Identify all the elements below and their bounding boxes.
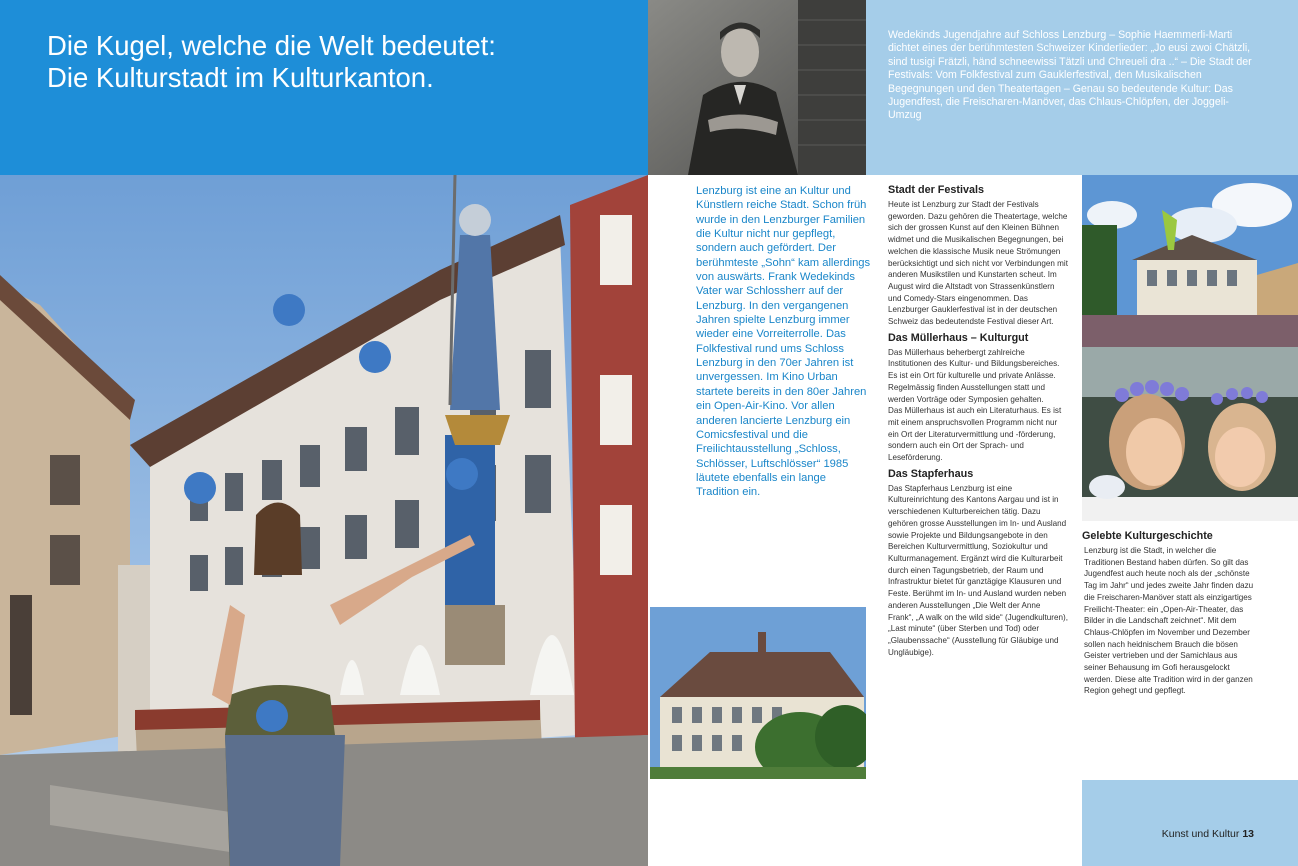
stapferhaus-building-photo [650, 607, 866, 779]
section-heading-festivals: Stadt der Festivals [888, 184, 985, 196]
section-heading-kulturgeschichte: Gelebte Kulturgeschichte [1082, 530, 1213, 542]
juggler-fountain-photo [0, 175, 648, 866]
section-heading-stapferhaus: Das Stapferhaus [888, 467, 974, 480]
section-body-muellerhaus-1: Das Müllerhaus beherbergt zahlreiche Institutionen des Kultur- und Bildungsbereiches. Es ist ein Ort für kulturelle und private Anlässe. Regelmässig finden Ausstellungen statt und werden Vorträge oder Symposien gehalten. [888, 347, 1060, 404]
page-number: 13 [1242, 828, 1254, 840]
section-body-festivals: Heute ist Lenzburg zur Stadt der Festivals geworden. Dazu gehören die Theatertage, welche sich der grossen Kunst auf den Kleinen Bühnen widmet und die Musikalischen Begegnungen, bei welchen die klassische Musik neue Strömungen berücksichtigt und sich nicht vor Verbindungen mit anderen Musikstilen und Kunstarten scheut. Im August wird die Altstadt von Strassenkünstlern und Comedy-Stars eingenommen. Das Lenzburger Gauklerfestival ist in der deutschen Schweiz das bedeutendste Festival dieser Art. [888, 200, 1068, 327]
footer-section-label: Kunst und Kultur [1161, 828, 1240, 840]
section-stapferhaus [888, 468, 1068, 659]
section-muellerhaus [888, 332, 1068, 464]
page-title-line-2: Die Kulturstadt im Kulturkanton. [47, 62, 434, 93]
section-body-stapferhaus: Das Stapferhaus Lenzburg ist eine Kultureinrichtung des Kantons Aargau und ist in verschiedenen Kulturbereichen tätig. Dazu gehören grosse Ausstellungen im In- und Ausland sowie Projekte und Bildungsangebote in den Bereichen Kulturvermittlung, Soziokultur und Kulturmanagement. Ergänzt wird die Kulturarbeit durch einen Tagungsbetrieb, der Raum und Infrastruktur bietet für ganztägige Klausuren und Feste. Berühmt im In- und Ausland wurden neben anderen Ausstellungen „Die Welt der Anne Frank“, „A walk on the wild side“ (Jugendkulturen), „Last minute“ (über Sterben und Tod) oder „Glaubenssache“ (Ausstellung für Gläubige und Ungläubige). [888, 483, 1068, 657]
girls-flower-wreath-photo [1082, 347, 1298, 521]
section-body-muellerhaus-2: Das Müllerhaus ist auch ein Literaturhaus. Es ist mit einem anspruchsvollen Programm nicht nur ein Ort der Literaturvermittlung und -förderung, sondern auch ein Ort der Sprach- und Leseförderung. [888, 406, 1062, 463]
street-festival-photo [1082, 175, 1298, 347]
kulturgeschichte-column [1082, 530, 1258, 697]
section-heading-muellerhaus: Das Müllerhaus – Kulturgut [888, 331, 1029, 344]
lead-paragraph: Lenzburg ist eine an Kultur und Künstlern reiche Stadt. Schon früh wurde in den Lenzburger Familien die Kultur nicht nur gepflegt, sondern auch gefördert. Der berühmteste „Sohn“ kam allerdings von auswärts. Frank Wedekinds Vater war Schlossherr auf der Lenzburg. In den vergangenen Jahren spielte Lenzburg immer wieder eine Vorreiterrolle. Das Folkfestival rund ums Schloss Lenzburg in den 70er Jahren ist unvergessen. Im Kino Urban startete bereits in den 80er Jahren ein Open-Air-Kino. Vor allen anderen lancierte Lenzburg ein Comicsfestival und die Freilichtausstellung „Schloss, Schlösser, Luftschlösser“ 1985 läutete ebenfalls ein lange Tradition ein. [696, 185, 871, 499]
intro-text: Wedekinds Jugendjahre auf Schloss Lenzburg – Sophie Haemmerli-Marti dichtet eines der berühmtesten Schweizer Kinderlieder: „Jo eusi zwoi Chätzli, sind tusigi Frätzli, händ schneewissi Tätzli und Chreueli dra ..“ – Die Stadt der Festivals: Vom Folkfestival zum Gauklerfestival, den Musikalischen Begegnungen und den Theatertagen – Genau so bedeutende Kultur: Das Jugendfest, die Freischaren-Manöver, das Chlaus-Chlöpfen, der Joggeli-Umzug [888, 29, 1252, 122]
article-column [888, 184, 1068, 662]
portrait-photo [648, 0, 866, 175]
page-title-line-1: Die Kugel, welche die Welt bedeutet: [47, 30, 496, 61]
section-festivals [888, 184, 1068, 328]
page-title [47, 30, 637, 94]
section-body-kulturgeschichte: Lenzburg ist die Stadt, in welcher die Traditionen Bestand haben dürfen. So gilt das Jugendfest auch heute noch als der „schönste Tag im Jahr“ und jedes zweite Jahr finden dazu die Freischaren-Manöver statt als einzigartiges Freilicht-Theater: ein „Open-Air-Theater, das Bilder in die Landschaft zeichnet“. Mit dem Chlaus-Chlöpfen im November und Dezember sollen nach heidnischem Brauch die bösen Geister vertrieben und der Samichlaus aus seiner Behausung im Gofi herausgelockt werden. Diese alte Tradition wird in der ganzen Region gehegt und gepflegt. [1084, 546, 1254, 696]
page-footer [1082, 828, 1254, 840]
footer-band [1082, 780, 1298, 866]
